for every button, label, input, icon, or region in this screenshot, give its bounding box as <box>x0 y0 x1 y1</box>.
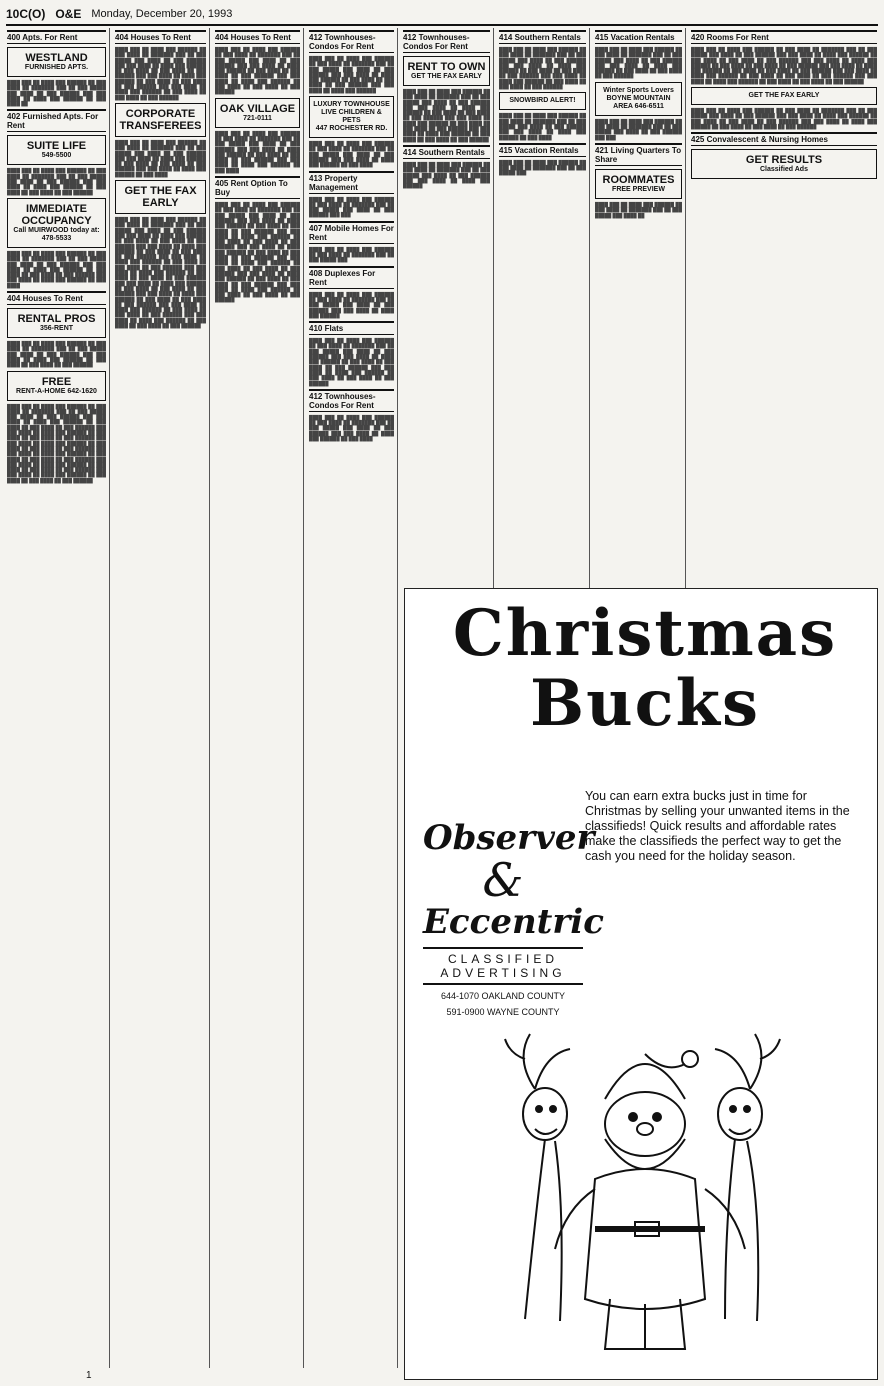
ad-text-block: ████ ███ ██ ████ ███ ██████ ██ ███ ████ ██ ███████ ███ ██ ███ █████ ███ ████ ██ ███ ██████ ███ ███ ████ ██ ████ ███ ██████ ██ ███ ████ ██ ███ ████ ██ ███ ██████ ███ ███ ████ ██ ████ ███ ██████ ██ ███ ████ <box>215 130 300 173</box>
masthead <box>6 4 878 26</box>
classified-column-1 <box>4 28 110 1368</box>
ad-text-block: ████ ███ ██ ████ ███ ██████ ██ ███ ████ ██ ███████ ███ ██ ███ █████ ███ ████ ██ ███ ██████ ███ ███ ████ ██ ████ ███ ██████ ██ ███ ████ ██ ███ ████ ██ ███ ██████ ███ ███ ████ ██ ████ ███ ██████ ██ ███ ████ ██ ███ ████ ██ ███ ██████ ███ ███ ████ ██ ████ ███ ██████ ██ ███ ████ ██ ███ ████ ██ ███ ██████ <box>403 89 490 142</box>
column-heading: 400 Apts. For Rent <box>7 30 106 44</box>
ad-text-block: ████ ███ ██ ████ ███ ██████ ██ ███ ████ ██ ███████ ███ ██ ███ █████ ███ ████ ██ ███ ██████ ███ ███ ████ ██ ████ ███ ██████ ██ ███ ████ <box>309 141 394 168</box>
column-heading: 404 Houses To Rent <box>115 30 206 44</box>
column-heading: 412 Townhouses-Condos For Rent <box>403 30 490 53</box>
ad-text-block: ████ ███ ██ ████ ███ ██████ ██ ███ ████ ██ ███████ ███ ██ ███ █████ ███ ████ ██ ███ ██████ ███ ███ ████ ██ ████ ███ ██████ ██ ███ ████ ██ ███ ████ ██ ███ ██████ ███ ███ ████ ██ ████ ███ ██████ ██ ███ ████ ██ ███ ████ ██ ███ ██████ ███ ███ ████ ██ ████ ███ ██████ ██ ███ ████ ██ ███ ████ ██ ███ ██████ <box>115 47 206 100</box>
classified-column-7 <box>592 28 686 588</box>
classified-column-8 <box>688 28 880 588</box>
ad-text-block: ████ ███ ██ ████ ███ ██████ ██ ███ ████ ██ ███████ ███ ██ ███ █████ ███ ████ ██ ███ ██████ ███ ███ ████ ██ ████ ███ ██████ ██ ███ ████ ██ ███ ████ ██ ███ ██████ ███ ███ ████ ██ ████ ███ ██████ ██ ███ ████ ██ ███ ████ ██ ███ ██████ ███ ███ ████ ██ ████ ███ ██████ ██ ███ ████ ██ ███ ████ ██ ███ ██████ ███ ███ ████ ██ ████ ███ ██████ ██ ███ ████ ██ ███ ████ ██ ███ ██████ ███ ███ ████ ██ ████ ███ ██████ ██ ███ ████ ██ ███ ████ ██ ███ ██████ <box>691 47 877 84</box>
promo-title-line-2: Bucks <box>530 666 760 741</box>
ad-box: GET THE FAX EARLY <box>691 87 877 105</box>
ad-box: ROOMMATES FREE PREVIEW <box>595 169 682 199</box>
ad-box: RENTAL PROS 356-RENT <box>7 308 106 338</box>
ad-text-block: ████ ███ ██ ████ ███ ██████ ██ ███ ████ ██ ███████ ███ ██ ███ █████ ███ ████ ██ ███ ██████ ███ ███ ████ ██ ████ ███ ██████ ██ ███ ████ ██ ███ ████ ██ ███ ██████ ███ ███ ████ ██ ████ ███ ██████ ██ ███ ████ ██ ███ ████ ██ ███ ██████ ███ ███ ████ ██ ████ ███ ██████ ██ ███ ████ ██ ███ ████ ██ ███ ██████ ███ ███ ████ ██ ████ ███ ██████ ██ ███ ████ ██ ███ ████ ██ ███ ██████ ███ ███ ████ ██ ████ ███ ██████ ██ ███ ████ ██ ███ ████ ██ ███ ██████ ███ ███ ████ ██ ████ ███ ██████ ██ ███ ████ ██ ███ ████ ██ ███ ██████ ███ ███ ████ ██ ████ ███ ██████ ██ ███ ████ ██ ███ ████ ██ ███ ██████ ███ ███ ████ ██ ████ ███ ██████ ██ ███ ████ ██ ███ ████ ██ ███ ██████ <box>115 217 206 328</box>
ad-text-block: ████ ███ ██ ████ ███ ██████ ██ ███ ████ ██ ███████ ███ ██ ███ █████ ███ ████ ██ ███ ██████ ███ ███ ████ ██ ████ ███ ██████ ██ ███ ████ ██ ███ ████ ██ ███ ██████ <box>595 47 682 79</box>
brand-observer: Observer <box>423 818 595 858</box>
column-heading: 410 Flats <box>309 321 394 335</box>
ad-text-block: ████ ███ ██ ████ ███ ██████ ██ ███ ████ ██ ███████ ███ ██ ███ █████ ███ ████ ██ ███ ██████ ███ ███ ████ ██ ████ ███ ██████ ██ ███ ████ ██ ███ ████ ██ ███ ██████ <box>7 168 106 195</box>
brand-eccentric: Eccentric <box>423 902 604 942</box>
ad-text-block: ████ ███ ██ ████ ███ ██████ ██ ███ ████ ██ ███████ ███ ██ ███ █████ ███ ████ ██ ███ ██████ ███ ███ ████ ██ ████ ███ ██████ <box>403 161 490 189</box>
column-heading: 415 Vacation Rentals <box>595 30 682 44</box>
christmas-bucks-ad <box>404 588 878 1380</box>
brand-ampersand: & <box>482 853 524 907</box>
classified-column-6 <box>496 28 590 588</box>
ad-box: SUITE LIFE 549-5500 <box>7 135 106 165</box>
promo-title <box>425 596 865 741</box>
ad-text-block: ████ ███ ██ ████ ███ ██████ ██ ███ ████ ██ ███████ ███ ██ ███ █████ ███ ████ ██ ███ ██████ ███ ███ ████ ██ ████ ███ ██████ ██ ███ ████ <box>499 113 586 140</box>
column-heading: 405 Rent Option To Buy <box>215 176 300 199</box>
ad-text-block: ████ ███ ██ ████ ███ ██████ ██ ███ ████ ██ ███████ ███ ██ ███ █████ ███ ████ ██ ███ ██████ ███ ███ ████ ██ ████ ███ ██████ ██ ███ ████ ██ ███ ████ ██ ███ ██████ ███ ███ ████ ██ ████ ███ ██████ ██ ███ ████ ██ ███ ████ ██ ███ ██████ <box>691 108 877 129</box>
column-heading: 413 Property Management <box>309 171 394 194</box>
oakland-phone: 644-1070 OAKLAND COUNTY <box>440 991 566 1001</box>
observer-eccentric-logo <box>423 818 604 1017</box>
column-heading: 425 Convalescent & Nursing Homes <box>691 132 877 146</box>
ad-text-block: ████ ███ ██ ████ ███ ██████ ██ ███ ████ ██ ███████ ███ ██ ███ █████ ███ ████ ██ ███ ██████ ███ ███ <box>309 196 394 218</box>
page-number: 1 <box>86 1370 92 1381</box>
column-heading: 414 Southern Rentals <box>403 145 490 159</box>
ad-text-block: ████ ███ ██ ████ ███ ██████ ██ ███ ████ ██ ███████ ███ ██ ███ █████ ███ ████ ██ ███ ██████ ███ ███ ████ ██ ████ ███ ██████ <box>309 291 394 318</box>
column-heading: 408 Duplexes For Rent <box>309 266 394 289</box>
ad-text-block: ████ ███ ██ ████ ███ ██████ ██ ███ ████ ██ ███████ ███ ██ ███ █████ ███ ████ ██ ███ ██████ ███ ███ ████ ██ ████ ███ ██████ ██ ███ ████ ██ ███ ████ ██ ███ ██████ <box>7 341 106 368</box>
classified-label: CLASSIFIED <box>423 947 583 966</box>
ad-text-block: ████ ███ ██ ████ ███ ██████ ██ ███ ████ ██ ███████ ███ ██ ███ █████ ███ ████ ██ ███ ██████ ███ ███ ████ ██ ████ ███ ██████ ██ ███ ████ ██ ███ ████ ██ ███ ██████ ███ ███ ████ ██ ████ ███ ██████ ██ ███ ████ <box>7 250 106 288</box>
ad-text-block: ████ ███ ██ ████ ███ ██████ ██ ███ ████ ██ ███████ ███ ██ ███ █████ ███ ████ ██ ███ ██████ ███ ███ <box>595 118 682 140</box>
column-heading: 412 Townhouses-Condos For Rent <box>309 389 394 412</box>
ad-text-block: ████ ███ ██ ████ ███ ██████ ██ ███ ████ ██ ███████ ███ ██ ███ █████ ███ ████ ██ ███ ██████ ███ ███ ████ ██ ████ ███ ██████ ██ ███ ████ ██ ███ ████ ██ ███ ██████ ███ ███ ████ ██ ████ ███ ██████ ██ ███ ████ ██ ███ ████ ██ ███ ██████ ███ ███ ████ ██ ████ ███ ██████ ██ ███ ████ ██ ███ ████ ██ ███ ██████ ███ ███ ████ ██ ████ ███ ██████ ██ ███ ████ ██ ███ ████ ██ ███ ██████ ███ ███ ████ ██ ████ ███ ██████ ██ ███ ████ ██ ███ ████ ██ ███ ██████ ███ ███ ████ ██ ████ ███ ██████ ██ ███ ████ ██ ███ ████ ██ ███ ██████ <box>7 403 106 483</box>
column-heading: 420 Rooms For Rent <box>691 30 877 44</box>
classified-column-4 <box>306 28 398 1368</box>
ad-box: LUXURY TOWNHOUSE LIVE CHILDREN & PETS 447 ROCHESTER RD. <box>309 96 394 138</box>
paper-name: O&E <box>55 7 82 21</box>
ad-text-block: ████ ███ ██ ████ ███ ██████ ██ ███ ████ ██ ███████ ███ ██ ███ █████ ███ ████ ██ ███ ██████ ███ ███ ████ ██ ████ ███ ██████ ██ ███ ████ ██ ███ ████ ██ ███ ██████ ███ ███ ████ ██ ████ ███ ██████ ██ ███ ████ ██ ███ ████ ██ ███ ██████ <box>215 47 300 95</box>
ad-box: CORPORATE TRANSFEREES <box>115 103 206 137</box>
column-heading: 402 Furnished Apts. For Rent <box>7 109 106 132</box>
column-heading: 415 Vacation Rentals <box>499 143 586 157</box>
ad-box: GET THE FAX EARLY <box>115 180 206 214</box>
ad-box: GET RESULTS Classified Ads <box>691 149 877 179</box>
ad-text-block: ████ ███ ██ ████ ███ ██████ ██ ███ ████ ██ ███████ ███ ██ ███ █████ ███ <box>499 159 586 176</box>
ad-box: FREE RENT-A-HOME 642-1620 <box>7 371 106 401</box>
promo-body-text: You can earn extra bucks just in time for Christmas by selling your unwanted items in the classifieds! Quick results and affordable rates make the classifieds the perfect way to get the cash you need for the holiday season. <box>585 789 850 863</box>
ad-box: OAK VILLAGE 721-0111 <box>215 98 300 128</box>
ad-box: Winter Sports Lovers BOYNE MOUNTAIN AREA 646-6511 <box>595 82 682 116</box>
ad-text-block: ████ ███ ██ ████ ███ ██████ ██ ███ ████ ██ ███████ ███ ██ ███ █████ ███ <box>309 246 394 263</box>
column-heading: 407 Mobile Homes For Rent <box>309 221 394 244</box>
classified-column-5 <box>400 28 494 588</box>
promo-title-line-1: Christmas <box>452 596 838 671</box>
ad-text-block: ████ ███ ██ ████ ███ ██████ ██ ███ ████ ██ ███████ ███ ██ ███ █████ ███ ████ ██ ███ ██████ ███ ███ ████ ██ ████ ███ ██████ ██ ███ ████ <box>309 414 394 441</box>
ad-box: WESTLAND FURNISHED APTS. <box>7 47 106 77</box>
issue-date: Monday, December 20, 1993 <box>91 8 233 20</box>
santa-reindeer-illustration <box>495 1029 795 1369</box>
classified-column-3 <box>212 28 304 1368</box>
ad-box: IMMEDIATE OCCUPANCY Call MUIRWOOD today at: 478-5533 <box>7 198 106 248</box>
wayne-phone: 591-0900 WAYNE COUNTY <box>446 1007 560 1017</box>
ad-text-block: ████ ███ ██ ████ ███ ██████ ██ ███ ████ ██ ███████ ███ ██ ███ █████ ███ ████ ██ <box>595 201 682 218</box>
column-heading: 412 Townhouses-Condos For Rent <box>309 30 394 53</box>
column-heading: 404 Houses To Rent <box>7 291 106 305</box>
column-heading: 404 Houses To Rent <box>215 30 300 44</box>
classified-column-2 <box>112 28 210 1368</box>
ad-box: SNOWBIRD ALERT! <box>499 92 586 110</box>
ad-box: RENT TO OWN GET THE FAX EARLY <box>403 56 490 86</box>
ad-text-block: ████ ███ ██ ████ ███ ██████ ██ ███ ████ ██ ███████ ███ ██ ███ █████ ███ ████ ██ ███ ██████ ███ ███ ████ ██ ████ ███ ██████ ██ ███ ████ ██ ███ ████ ██ ███ ██████ ███ ███ ████ ██ ████ ███ ██████ <box>309 56 394 93</box>
column-heading: 421 Living Quarters To Share <box>595 143 682 166</box>
ad-text-block: ████ ███ ██ ████ ███ ██████ ██ ███ ████ ██ ███████ ███ ██ ███ █████ ███ ████ ██ ███ ██████ ███ ███ ████ ██ ████ ███ ██████ ██ ███ ████ ██ ███ ████ ██ ███ ██████ ███ ███ ████ ██ ████ ███ ██████ ██ ███ ████ ██ ███ ████ ██ ███ ██████ ███ ███ ████ ██ ████ ███ ██████ ██ ███ ████ ██ ███ ████ ██ ███ ██████ ███ ███ ████ ██ ████ ███ ██████ ██ ███ ████ ██ ███ ████ ██ ███ ██████ ███ ███ ████ ██ ████ ███ ██████ ██ ███ ████ ██ ███ ████ ██ ███ ██████ ███ ███ ████ ██ ████ ███ ██████ ██ ███ ████ ██ ███ ████ ██ ███ ██████ <box>215 202 300 303</box>
ad-text-block: ████ ███ ██ ████ ███ ██████ ██ ███ ████ ██ ███████ ███ ██ ███ █████ ███ ████ ██ ███ ██████ ███ ███ ████ ██ ████ ███ ██████ ██ ███ ████ ██ ███ ████ ██ ███ ██████ ███ ███ ████ ██ ████ ███ ██████ ██ ███ ████ ██ ███ ████ ██ ███ ██████ <box>499 47 586 90</box>
ad-text-block: ████ ███ ██ ████ ███ ██████ ██ ███ ████ ██ ███████ ███ ██ ███ █████ ███ ████ ██ ███ ██████ ███ ███ ████ ██ ████ ███ ██████ ██ ███ ████ ██ ███ ████ ██ ███ ██████ ███ ███ ████ ██ ████ ███ ██████ ██ ███ ████ <box>115 139 206 177</box>
column-heading: 414 Southern Rentals <box>499 30 586 44</box>
ad-text-block: ████ ███ ██ ████ ███ ██████ ██ ███ ████ ██ ███████ ███ ██ ███ █████ ███ ████ ██ ███ ██████ ███ ███ ████ ██ ████ ███ ██████ ██ ███ ████ ██ ███ ████ ██ ███ ██████ ███ ███ ████ ██ ████ ███ ██████ ██ ███ ████ ██ ███ ████ ██ ███ ██████ <box>309 338 394 386</box>
ad-text-block: ████ ███ ██ ████ ███ ██████ ██ ███ ████ ██ ███████ ███ ██ ███ █████ ███ ████ ██ ███ ██████ ███ ███ ████ ██ ████ ███ ██████ ██ ███ ████ ██ <box>7 80 106 107</box>
advertising-label: ADVERTISING <box>423 966 583 985</box>
section-number: 10C(O) <box>6 7 46 21</box>
